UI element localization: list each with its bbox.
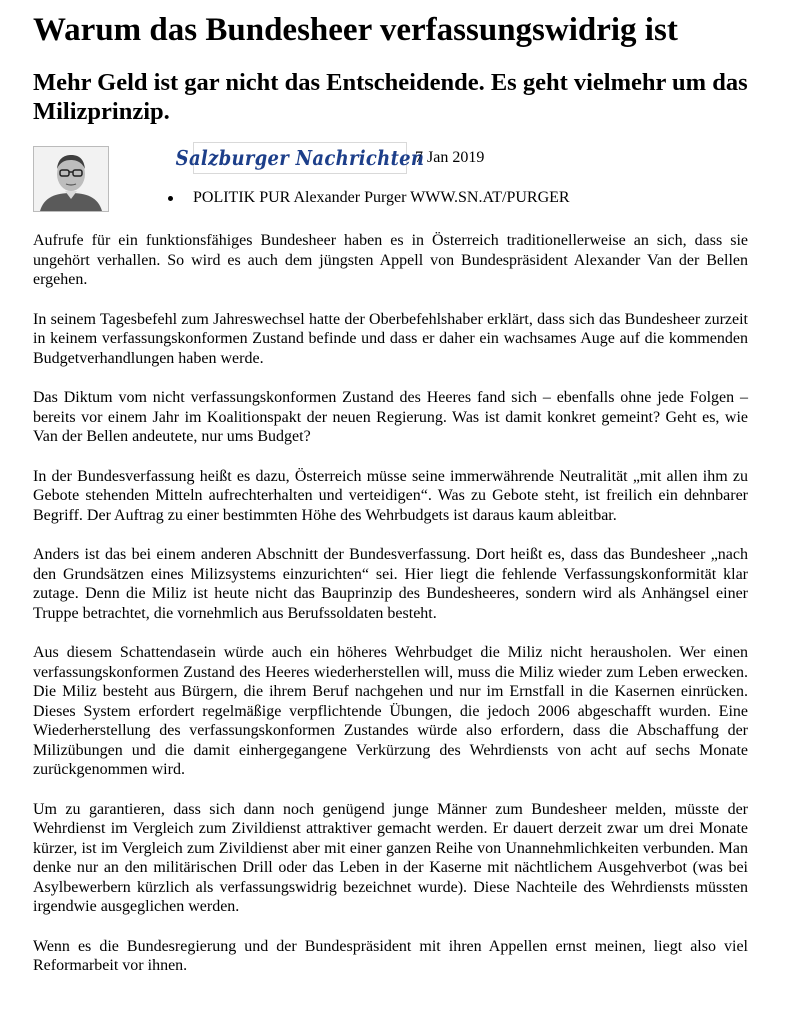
article-paragraph: Das Diktum vom nicht verfassungskonformen Zustand des Heeres fand sich – ebenfalls ohne jede Folgen – bereits vor einem Jahr im Koalitionspakt der neuen Regierung. Was ist damit konkret gemeint? Geht es, wie Van der Bellen andeutete, nur ums Budget?: [33, 389, 748, 445]
article-paragraph: In seinem Tagesbefehl zum Jahreswechsel hatte der Oberbefehlshaber erklärt, dass sich das Bundesheer zurzeit in keinem verfassungskonformen Zustand befinde und dass er daher ein wachsames Auge auf die kommenden Budgetverhandlungen haben werde.: [33, 310, 748, 367]
article-paragraph: Aufrufe für ein funktionsfähiges Bundesheer haben es in Österreich traditionellerweise an sich, dass sie ungehört verhallen. So wird es auch dem jüngsten Appell von Bundespräsident Alexander Van der Bellen ergehen.: [33, 232, 748, 288]
author-portrait-image: [34, 147, 108, 211]
article-paragraph: Wenn es die Bundesregierung und der Bundespräsident mit ihren Appellen ernst meinen, liegt also viel Reformarbeit vor ihnen.: [33, 937, 748, 974]
byline: POLITIK PUR Alexander Purger WWW.SN.AT/PURGER: [168, 188, 570, 208]
article-body: [33, 231, 748, 996]
publication-date: 7 Jan 2019: [415, 149, 485, 166]
author-photo: [33, 146, 109, 212]
article-paragraph: In der Bundesverfassung heißt es dazu, Österreich müsse seine immerwährende Neutralität „mit allen ihm zu Gebote stehenden Mitteln aufrechterhalten und verteidigen“. Was zu Gebote steht, ist freilich ein dehnbarer Begriff. Der Auftrag zu einer bestimmten Höhe des Wehrbudgets ist daraus kaum ableitbar.: [33, 467, 748, 524]
publication-masthead: [175, 142, 425, 174]
byline-list: [168, 188, 570, 208]
publication-logo: Salzburger Nachrichten: [175, 145, 425, 171]
article-paragraph: Aus diesem Schattendasein würde auch ein höheres Wehrbudget die Miliz nicht herausholen. Wer einen verfassungskonformen Zustand des Heeres wiederherstellen will, muss die Miliz wieder zum Leben erwecken. Die Miliz besteht aus Bürgern, die ihrem Beruf nachgehen und nur im Ernstfall in die Kasernen einrücken. Dieses System erfordert regelmäßige verpflichtende Übungen, die jedoch 2006 abgeschafft wurden. Eine Wiederherstellung des verfassungskonformen Zustandes würde also erfordern, dass die Abschaffung der Milizübungen und die damit einhergegangene Verkürzung des Wehrdiensts von acht auf sechs Monate zurückgenommen wird.: [33, 644, 748, 778]
article-headline: Warum das Bundesheer verfassungswidrig ist: [33, 12, 678, 48]
article-subheadline: Mehr Geld ist gar nicht das Entscheidende. Es geht vielmehr um das Milizprinzip.: [33, 69, 748, 125]
article-paragraph: Anders ist das bei einem anderen Abschnitt der Bundesverfassung. Dort heißt es, dass das Bundesheer „nach den Grundsätzen eines Milizsystems einzurichten“ sei. Hier liegt die fehlende Verfassungskonformität klar zutage. Denn die Miliz ist heute nicht das Bauprinzip des Bundesheeres, sondern wird als Anhängsel einer Truppe betrachtet, die vornehmlich aus Berufssoldaten besteht.: [33, 546, 748, 622]
article-paragraph: Um zu garantieren, dass sich dann noch genügend junge Männer zum Bundesheer melden, müsste der Wehrdienst im Vergleich zum Zivildienst attraktiver gemacht werden. Er dauert derzeit zwar um drei Monate kürzer, ist im Vergleich zum Zivildienst aber mit einer ganzen Reihe von Unannehmlichkeiten verbunden. Man denke nur an den militärischen Drill oder das Leben in der Kaserne mit nächtlichem Ausgehverbot (was bei Asylbewerbern kürzlich als verfassungswidrig bezeichnet wurde). Diese Nachteile des Wehrdiensts müssten irgendwie ausgeglichen werden.: [33, 800, 748, 915]
